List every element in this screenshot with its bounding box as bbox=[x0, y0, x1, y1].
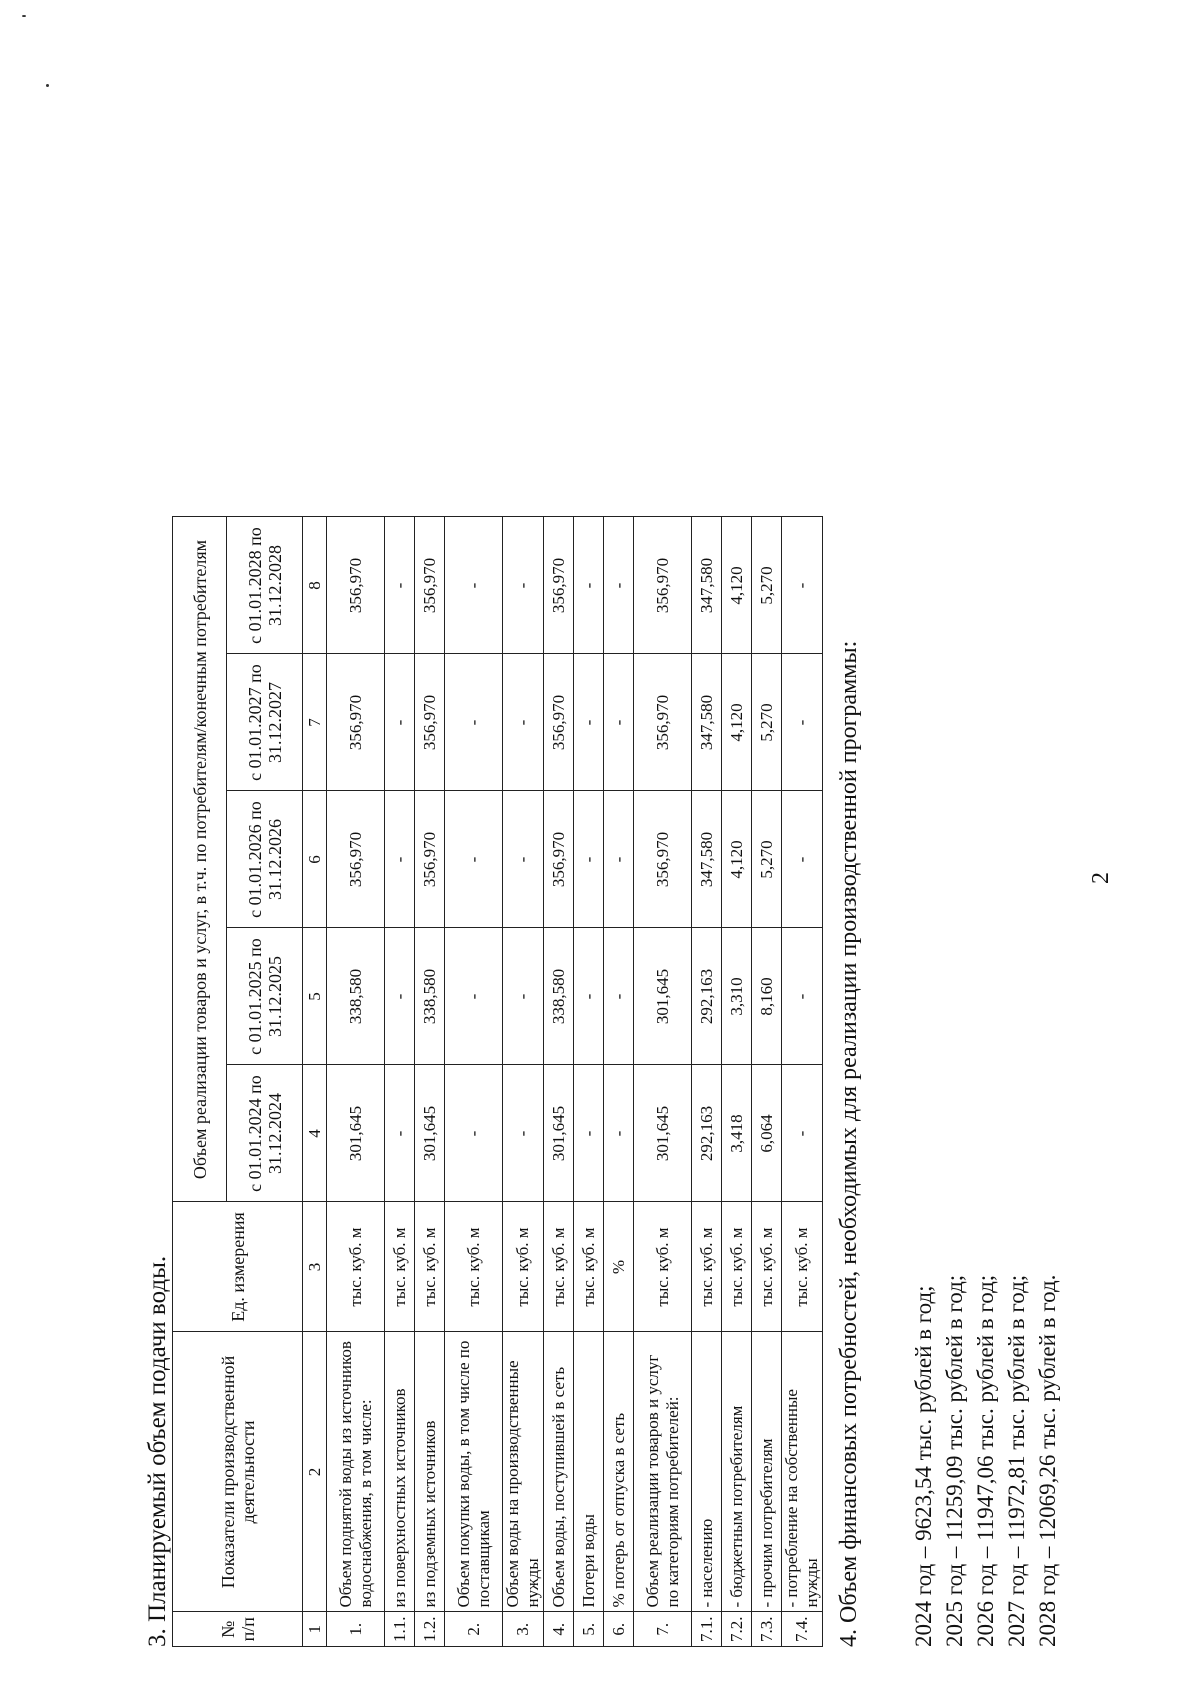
table-row bbox=[574, 517, 604, 1647]
table-row bbox=[692, 517, 722, 1647]
row-value: - bbox=[574, 1065, 604, 1202]
list-item: 2026 год – 11947,06 тыс. рублей в год; bbox=[973, 1274, 998, 1647]
row-value: - bbox=[604, 928, 634, 1065]
row-unit: тыс. куб. м bbox=[722, 1202, 752, 1332]
row-indicator: Объем реализации товаров и услуг по категориям потребителей: bbox=[634, 1332, 692, 1612]
column-number: 6 bbox=[303, 791, 327, 928]
row-value: 347,580 bbox=[692, 517, 722, 654]
row-value: - bbox=[782, 517, 823, 654]
row-value: 356,970 bbox=[544, 654, 574, 791]
header-num: № п/п bbox=[173, 1612, 303, 1647]
row-indicator: - прочим потребителям bbox=[752, 1332, 782, 1612]
row-indicator: % потерь от отпуска в сеть bbox=[604, 1332, 634, 1612]
row-value: 4,120 bbox=[722, 654, 752, 791]
column-number: 5 bbox=[303, 928, 327, 1065]
water-supply-table bbox=[172, 517, 823, 1648]
row-value: - bbox=[385, 1065, 415, 1202]
row-indicator: из подземных источников bbox=[415, 1332, 445, 1612]
row-value: - bbox=[604, 1065, 634, 1202]
row-indicator: Объем воды на производственные нужды bbox=[503, 1332, 544, 1612]
row-value: - bbox=[503, 517, 544, 654]
list-item: 2028 год – 12069,26 тыс. рублей в год. bbox=[1035, 1274, 1060, 1647]
row-value: - bbox=[782, 654, 823, 791]
table-row bbox=[782, 517, 823, 1647]
row-indicator: Объем воды, поступившей в сеть bbox=[544, 1332, 574, 1612]
row-value: - bbox=[574, 791, 604, 928]
header-unit: Ед. измерения bbox=[173, 1202, 303, 1332]
row-value: 356,970 bbox=[634, 654, 692, 791]
row-value: 6,064 bbox=[752, 1065, 782, 1202]
row-value: 301,645 bbox=[415, 1065, 445, 1202]
row-value: - bbox=[385, 928, 415, 1065]
row-indicator: из поверхностных источников bbox=[385, 1332, 415, 1612]
header-volume-group: Объем реализации товаров и услуг, в т.ч. по потребителям/конечным потребителям bbox=[173, 517, 227, 1202]
header-period: с 01.01.2024 по 31.12.2024 bbox=[227, 1065, 303, 1202]
table-row bbox=[752, 517, 782, 1647]
row-value: - bbox=[385, 654, 415, 791]
row-number: 2. bbox=[445, 1612, 503, 1647]
row-unit: тыс. куб. м bbox=[544, 1202, 574, 1332]
row-value: 5,270 bbox=[752, 791, 782, 928]
column-number: 3 bbox=[303, 1202, 327, 1332]
row-value: 338,580 bbox=[544, 928, 574, 1065]
row-value: 3,310 bbox=[722, 928, 752, 1065]
row-value: - bbox=[445, 791, 503, 928]
row-value: 356,970 bbox=[327, 517, 385, 654]
row-value: 338,580 bbox=[327, 928, 385, 1065]
row-unit: тыс. куб. м bbox=[782, 1202, 823, 1332]
row-indicator: - потребление на собственные нужды bbox=[782, 1332, 823, 1612]
row-value: 347,580 bbox=[692, 791, 722, 928]
row-unit: тыс. куб. м bbox=[327, 1202, 385, 1332]
row-number: 6. bbox=[604, 1612, 634, 1647]
row-value: 5,270 bbox=[752, 517, 782, 654]
row-value: - bbox=[385, 791, 415, 928]
table-row bbox=[385, 517, 415, 1647]
row-value: 301,645 bbox=[634, 1065, 692, 1202]
header-period: с 01.01.2025 по 31.12.2025 bbox=[227, 928, 303, 1065]
table-row bbox=[445, 517, 503, 1647]
row-value: - bbox=[445, 517, 503, 654]
table-row bbox=[503, 517, 544, 1647]
row-value: 3,418 bbox=[722, 1065, 752, 1202]
column-number: 2 bbox=[303, 1332, 327, 1612]
row-number: 4. bbox=[544, 1612, 574, 1647]
row-number: 7.3. bbox=[752, 1612, 782, 1647]
row-unit: тыс. куб. м bbox=[692, 1202, 722, 1332]
row-value: 356,970 bbox=[544, 517, 574, 654]
row-value: - bbox=[503, 1065, 544, 1202]
header-period: с 01.01.2028 по 31.12.2028 bbox=[227, 517, 303, 654]
row-value: - bbox=[604, 654, 634, 791]
table-row bbox=[722, 517, 752, 1647]
list-item: 2025 год – 11259,09 тыс. рублей в год; bbox=[942, 1274, 967, 1647]
row-value: - bbox=[574, 654, 604, 791]
row-value: 301,645 bbox=[544, 1065, 574, 1202]
row-value: - bbox=[782, 791, 823, 928]
row-number: 1. bbox=[327, 1612, 385, 1647]
row-value: - bbox=[782, 1065, 823, 1202]
row-value: 292,163 bbox=[692, 928, 722, 1065]
column-number: 7 bbox=[303, 654, 327, 791]
row-value: 356,970 bbox=[634, 791, 692, 928]
row-value: - bbox=[503, 791, 544, 928]
row-value: - bbox=[385, 517, 415, 654]
row-number: 5. bbox=[574, 1612, 604, 1647]
row-value: 338,580 bbox=[415, 928, 445, 1065]
table-row bbox=[634, 517, 692, 1647]
row-value: 356,970 bbox=[544, 791, 574, 928]
row-number: 3. bbox=[503, 1612, 544, 1647]
row-value: - bbox=[782, 928, 823, 1065]
column-number-row bbox=[303, 517, 327, 1647]
list-item: 2024 год – 9623,54 тыс. рублей в год; bbox=[911, 1285, 936, 1647]
page-number: 2 bbox=[1088, 872, 1114, 884]
row-value: 356,970 bbox=[415, 517, 445, 654]
header-period: с 01.01.2027 по 31.12.2027 bbox=[227, 654, 303, 791]
row-value: - bbox=[445, 654, 503, 791]
row-unit: тыс. куб. м bbox=[445, 1202, 503, 1332]
row-unit: тыс. куб. м bbox=[574, 1202, 604, 1332]
column-number: 4 bbox=[303, 1065, 327, 1202]
row-value: - bbox=[574, 517, 604, 654]
row-value: - bbox=[503, 654, 544, 791]
row-value: 4,120 bbox=[722, 791, 752, 928]
row-unit: тыс. куб. м bbox=[385, 1202, 415, 1332]
row-number: 7.4. bbox=[782, 1612, 823, 1647]
row-indicator: - населению bbox=[692, 1332, 722, 1612]
row-unit: тыс. куб. м bbox=[634, 1202, 692, 1332]
row-unit: тыс. куб. м bbox=[415, 1202, 445, 1332]
row-value: 356,970 bbox=[327, 791, 385, 928]
row-number: 7.1. bbox=[692, 1612, 722, 1647]
row-indicator: Объем покупки воды, в том числе по поставщикам bbox=[445, 1332, 503, 1612]
row-value: 4,120 bbox=[722, 517, 752, 654]
row-indicator: Потери воды bbox=[574, 1332, 604, 1612]
scan-speck bbox=[22, 15, 26, 17]
row-value: 356,970 bbox=[634, 517, 692, 654]
table-row bbox=[544, 517, 574, 1647]
row-unit: % bbox=[604, 1202, 634, 1332]
column-number: 8 bbox=[303, 517, 327, 654]
financial-needs-list bbox=[908, 1275, 1063, 1647]
list-item: 2027 год – 11972,81 тыс. рублей в год; bbox=[1004, 1274, 1029, 1647]
row-value: - bbox=[604, 517, 634, 654]
column-number: 1 bbox=[303, 1612, 327, 1647]
row-value: 347,580 bbox=[692, 654, 722, 791]
row-number: 1.2. bbox=[415, 1612, 445, 1647]
header-indicator: Показатели производственной деятельности bbox=[173, 1332, 303, 1612]
row-indicator: Объем поднятой воды из источников водоснабжения, в том числе: bbox=[327, 1332, 385, 1612]
row-value: - bbox=[503, 928, 544, 1065]
row-unit: тыс. куб. м bbox=[752, 1202, 782, 1332]
row-value: - bbox=[445, 1065, 503, 1202]
row-value: - bbox=[604, 791, 634, 928]
row-value: - bbox=[445, 928, 503, 1065]
table-row bbox=[327, 517, 385, 1647]
row-number: 7.2. bbox=[722, 1612, 752, 1647]
row-value: - bbox=[574, 928, 604, 1065]
header-period: с 01.01.2026 по 31.12.2026 bbox=[227, 791, 303, 928]
row-value: 356,970 bbox=[327, 654, 385, 791]
row-value: 356,970 bbox=[415, 791, 445, 928]
row-unit: тыс. куб. м bbox=[503, 1202, 544, 1332]
section-3-title: 3. Планируемый объем подачи воды. bbox=[144, 1255, 171, 1647]
row-value: 301,645 bbox=[327, 1065, 385, 1202]
row-indicator: - бюджетным потребителям bbox=[722, 1332, 752, 1612]
row-value: 8,160 bbox=[752, 928, 782, 1065]
row-value: 5,270 bbox=[752, 654, 782, 791]
row-number: 7. bbox=[634, 1612, 692, 1647]
table-row bbox=[604, 517, 634, 1647]
row-number: 1.1. bbox=[385, 1612, 415, 1647]
row-value: 301,645 bbox=[634, 928, 692, 1065]
row-value: 356,970 bbox=[415, 654, 445, 791]
scan-speck bbox=[46, 84, 49, 87]
table-row bbox=[415, 517, 445, 1647]
section-4-title: 4. Объем финансовых потребностей, необходимых для реализации производственной программы: bbox=[836, 640, 862, 1647]
row-value: 292,163 bbox=[692, 1065, 722, 1202]
